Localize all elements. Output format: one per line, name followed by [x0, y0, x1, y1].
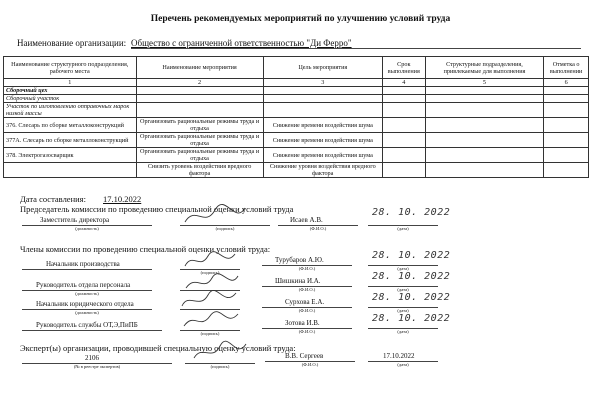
col-number: 3: [263, 79, 382, 87]
member-name: Шишкина И.А.: [275, 277, 321, 285]
row-goal: Снижение уровня воздействия вредного фактора: [263, 163, 382, 178]
caption-date: (дата): [397, 308, 409, 313]
row-place: [4, 163, 137, 178]
member-date: 28. 10. 2022: [372, 250, 451, 261]
member-name: Турубаров А.Ю.: [275, 256, 324, 264]
member-date: 28. 10. 2022: [372, 292, 451, 303]
caption-fio: (Ф.И.О.): [301, 362, 319, 367]
caption-position: (должность): [75, 226, 99, 231]
expert-name: В.В. Сергеев: [285, 352, 324, 360]
caption-signature: (подпись): [210, 364, 230, 369]
row-measure: Организовать рациональные режимы труда и отдыха: [136, 133, 263, 148]
caption-date: (дата): [397, 266, 409, 271]
org-name: Общество с ограниченной ответственностью "Ди Ферро": [131, 38, 352, 48]
header-departments: Структурные подразделения, привлекаемые для выполнения: [425, 57, 544, 79]
chairman-position: Заместитель директора: [40, 216, 110, 224]
caption-date: (дата): [397, 329, 409, 334]
row-goal: Снижение времени воздействия шума: [263, 148, 382, 163]
row-place: 376. Слесарь по сборке металлоконструкций: [4, 118, 137, 133]
chairman-name: Исаев А.В.: [290, 216, 323, 224]
col-number: 2: [136, 79, 263, 87]
caption-position: (должность): [75, 291, 99, 296]
member-date: 28. 10. 2022: [372, 313, 451, 324]
date-compiled-label: Дата составления:: [20, 194, 86, 204]
section-row: Сборочный участок: [4, 95, 137, 103]
row-measure: Организовать рациональные режимы труда и отдыха: [136, 148, 263, 163]
member-name: Сурхова Е.А.: [285, 298, 325, 306]
header-deadline: Срок выполнения: [382, 57, 425, 79]
member-position: Руководитель отдела персонала: [36, 281, 131, 289]
expert-date: 17.10.2022: [383, 352, 415, 360]
chairman-signature: [180, 200, 250, 230]
col-number: 1: [4, 79, 137, 87]
caption-date: (дата): [397, 287, 409, 292]
caption-signature: (подпись): [215, 226, 235, 231]
col-number: 5: [425, 79, 544, 87]
org-label: Наименование организации:: [17, 38, 127, 48]
org-underline: [131, 48, 581, 49]
caption-reg: (№ в реестре экспертов): [73, 364, 121, 369]
header-place: Наименование структурного подразделения, рабочего места: [4, 57, 137, 79]
member-signature: [180, 308, 242, 332]
row-place: 378. Электрогазосварщик: [4, 148, 137, 163]
document-title: Перечень рекомендуемых мероприятий по улучшению условий труда: [150, 14, 451, 24]
header-measure: Наименование мероприятия: [136, 57, 263, 79]
member-date: 28. 10. 2022: [372, 271, 451, 282]
expert-signature: [190, 338, 250, 364]
caption-position: (должность): [75, 310, 99, 315]
member-position: Руководитель службы ОТ,Э,ПиПБ: [36, 321, 138, 329]
section-row: Участок по изготовлению опправочных марок низкой массы: [4, 103, 137, 118]
row-measure: Снизить уровень воздействия вредного фактора: [136, 163, 263, 178]
caption-fio: (Ф.И.О.): [298, 287, 316, 292]
caption-fio: (Ф.И.О.): [298, 329, 316, 334]
caption-fio: (Ф.И.О.): [298, 308, 316, 313]
row-place: 377А. Слесарь по сборке металлоконструкций: [4, 133, 137, 148]
caption-fio: (Ф.И.О.): [309, 226, 327, 231]
expert-heading: Эксперт(ы) организации, проводившей специальную оценку условий труда:: [20, 343, 296, 353]
member-position: Начальник юридического отдела: [36, 300, 134, 308]
caption-signature: (подпись): [200, 270, 220, 275]
chairman-date: 28. 10. 2022: [372, 207, 451, 218]
expert-reg-number: 2106: [85, 354, 99, 362]
date-compiled-value: 17.10.2022: [103, 194, 142, 204]
measures-table: [3, 56, 589, 178]
member-position: Начальник производства: [46, 260, 120, 268]
header-done: Отметка о выполнении: [544, 57, 589, 79]
col-number: 6: [544, 79, 589, 87]
member-signature: [180, 248, 240, 273]
row-measure: Организовать рациональные режимы труда и отдыха: [136, 118, 263, 133]
row-goal: Снижение времени воздействия шума: [263, 118, 382, 133]
col-number: 4: [382, 79, 425, 87]
caption-signature: (подпись): [200, 331, 220, 336]
members-heading: Члены комиссии по проведению специальной оценки условий труда:: [20, 244, 271, 254]
section-row: Сборочный цех: [4, 87, 137, 95]
chairman-heading: Председатель комиссии по проведению специальной оценки условий труда: [20, 204, 294, 214]
row-goal: Снижение времени воздействия шума: [263, 133, 382, 148]
header-goal: Цель мероприятия: [263, 57, 382, 79]
caption-date: (дата): [397, 226, 409, 231]
caption-fio: (Ф.И.О.): [298, 266, 316, 271]
caption-date: (дата): [397, 362, 409, 367]
member-name: Зотова И.В.: [285, 319, 320, 327]
